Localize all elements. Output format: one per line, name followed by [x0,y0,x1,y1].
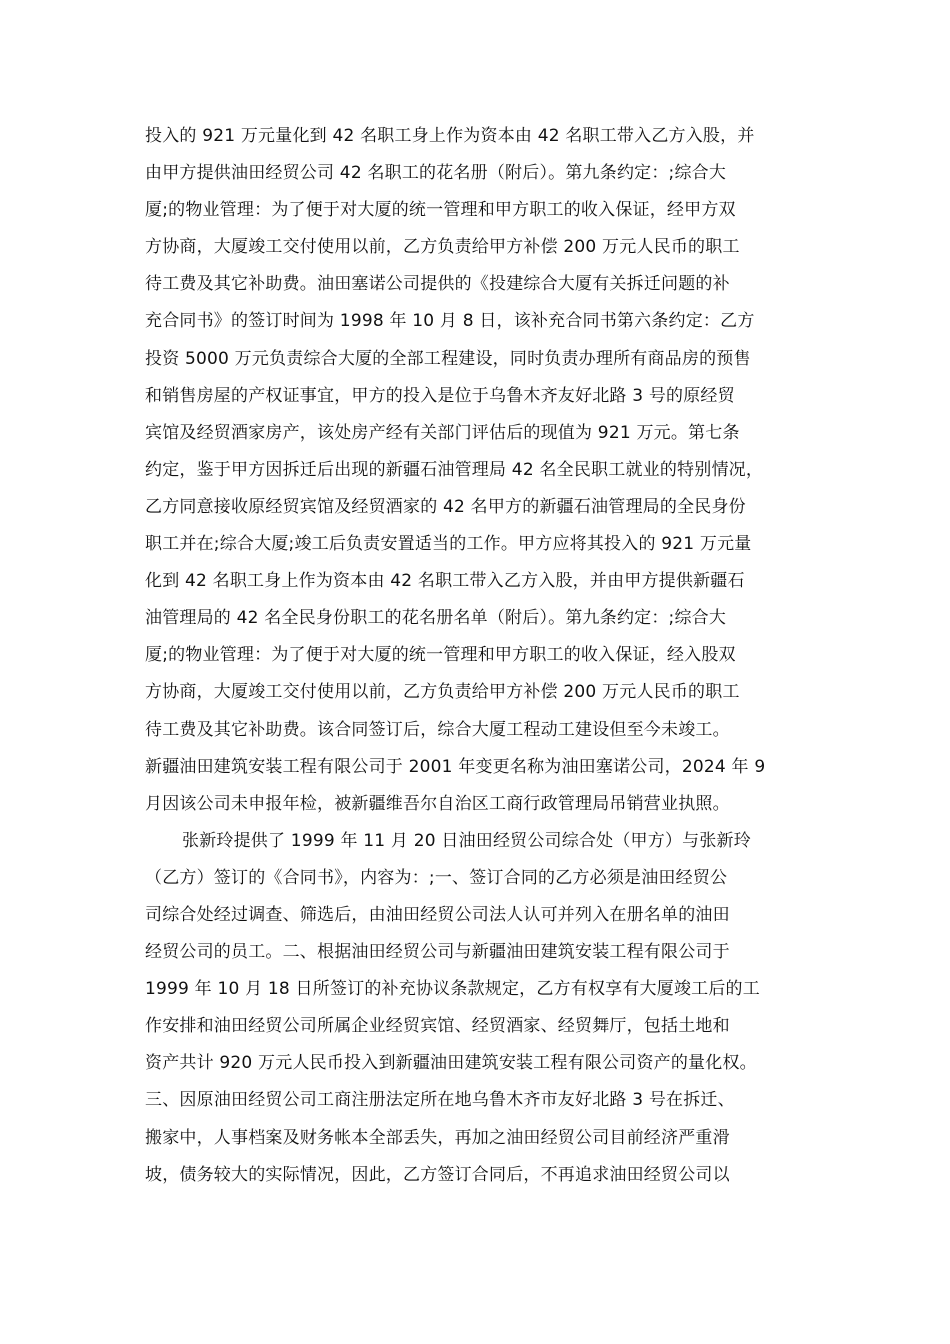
text-line: 方协商，大厦竣工交付使用以前，乙方负责给甲方补偿 200 万元人民币的职工 [145,682,740,703]
text-line: 搬家中，人事档案及财务帐本全部丢失，再加之油田经贸公司目前经济严重滑 [145,1127,730,1148]
text-line: 待工费及其它补助费。该合同签订后，综合大厦工程动工建设但至今未竣工。 [145,719,730,740]
text-line: 新疆油田建筑安装工程有限公司于 2001 年变更名称为油田塞诺公司，2024 年 9 [145,756,766,777]
text-line: 方协商，大厦竣工交付使用以前，乙方负责给甲方补偿 200 万元人民币的职工 [145,237,740,258]
text-line: 职工并在;综合大厦;竣工后负责安置适当的工作。甲方应将其投入的 921 万元量 [145,534,752,555]
paragraph-start-line: 张新玲提供了 1999 年 11 月 20 日油田经贸公司综合处（甲方）与张新玲 [182,830,751,851]
text-line: 经贸公司的员工。二、根据油田经贸公司与新疆油田建筑安装工程有限公司于 [145,942,730,963]
text-line: 1999 年 10 月 18 日所签订的补充协议条款规定，乙方有权享有大厦竣工后的工 [145,979,760,1000]
text-line: 厦;的物业管理：为了便于对大厦的统一管理和甲方职工的收入保证，经甲方双 [145,200,736,221]
text-line: 化到 42 名职工身上作为资本由 42 名职工带入乙方入股，并由甲方提供新疆石 [145,571,745,592]
text-line: 乙方同意接收原经贸宾馆及经贸酒家的 42 名甲方的新疆石油管理局的全民身份 [145,496,746,517]
text-line: 厦;的物业管理：为了便于对大厦的统一管理和甲方职工的收入保证，经入股双 [145,645,736,666]
text-line: 作安排和油田经贸公司所属企业经贸宾馆、经贸酒家、经贸舞厅，包括土地和 [145,1016,730,1037]
text-line: 和销售房屋的产权证事宜，甲方的投入是位于乌鲁木齐友好北路 3 号的原经贸 [145,385,735,406]
text-line: 油管理局的 42 名全民身份职工的花名册名单（附后）。第九条约定：;综合大 [145,608,727,629]
text-line: 月因该公司未申报年检，被新疆维吾尔自治区工商行政管理局吊销营业执照。 [145,793,730,814]
text-line: 宾馆及经贸酒家房产，该处房产经有关部门评估后的现值为 921 万元。第七条 [145,422,740,443]
text-line: 三、因原油田经贸公司工商注册法定所在地乌鲁木齐市友好北路 3 号在拆迁、 [145,1090,735,1111]
text-line: 充合同书》的签订时间为 1998 年 10 月 8 日，该补充合同书第六条约定：乙方 [145,311,755,332]
text-line: 投入的 921 万元量化到 42 名职工身上作为资本由 42 名职工带入乙方入股，并 [145,126,755,146]
text-line: 投资 5000 万元负责综合大厦的全部工程建设，同时负责办理所有商品房的预售 [145,348,751,369]
text-line: 约定，鉴于甲方因拆迁后出现的新疆石油管理局 42 名全民职工就业的特别情况， [145,459,764,480]
text-line: 司综合处经过调查、筛选后，由油田经贸公司法人认可并列入在册名单的油田 [145,904,730,925]
text-line: 由甲方提供油田经贸公司 42 名职工的花名册（附后）。第九条约定：;综合大 [145,163,727,184]
text-line: 待工费及其它补助费。油田塞诺公司提供的《投建综合大厦有关拆迁问题的补 [145,274,730,295]
text-line: 资产共计 920 万元人民币投入到新疆油田建筑安装工程有限公司资产的量化权。 [145,1053,757,1074]
document-body [145,118,820,1194]
text-line: （乙方）签订的《合同书》，内容为：;一、签订合同的乙方必须是油田经贸公 [145,867,728,888]
text-line: 坡，债务较大的实际情况，因此，乙方签订合同后，不再追求油田经贸公司以 [145,1164,730,1185]
